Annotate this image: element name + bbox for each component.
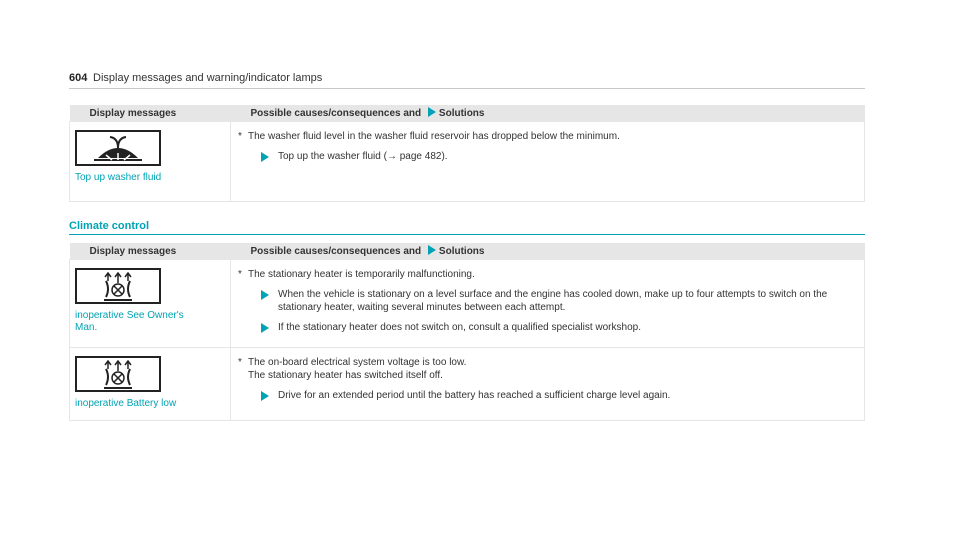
col-header-causes	[231, 105, 865, 122]
display-messages-table-2	[69, 243, 865, 421]
solution-item: When the vehicle is stationary on a level surface and the engine has cooled down, make up to four attempts to switch on the stationary heater, waiting several minutes between each attempt.	[261, 288, 864, 314]
solution-arrow-icon	[261, 290, 269, 300]
cause-text: * The washer fluid level in the washer fluid reservoir has dropped below the minimum.	[238, 131, 620, 142]
col-header-causes	[231, 243, 865, 260]
message-cell	[70, 122, 231, 202]
message-label: inoperative See Owner's Man.	[75, 310, 184, 333]
table-row	[70, 122, 865, 202]
solution-arrow-icon	[261, 323, 269, 333]
cause-text: * The on-board electrical system voltage is too low. The stationary heater has switched itself off.	[238, 357, 467, 381]
solution-arrow-icon	[261, 152, 269, 162]
message-label: Top up washer fluid	[75, 172, 162, 183]
causes-cell	[231, 348, 865, 421]
play-arrow-icon	[428, 107, 436, 117]
message-label: inoperative Battery low	[75, 398, 177, 409]
table-header-row	[70, 105, 865, 122]
play-arrow-icon	[428, 245, 436, 255]
solution-arrow-icon	[261, 391, 269, 401]
stationary-heater-icon	[75, 356, 161, 392]
page-number: 604	[69, 72, 88, 84]
col-header-display-messages: Display messages	[70, 243, 231, 260]
page-header	[69, 72, 865, 89]
section-title: Climate control	[69, 220, 865, 235]
col-header-causes-prefix: Possible causes/consequences and	[250, 246, 422, 257]
display-messages-table-1	[69, 105, 865, 202]
message-cell	[70, 348, 231, 421]
stationary-heater-icon	[75, 268, 161, 304]
col-header-display-messages: Display messages	[70, 105, 231, 122]
cause-text: * The stationary heater is temporarily malfunctioning.	[238, 269, 475, 280]
message-cell	[70, 260, 231, 348]
causes-cell	[231, 260, 865, 348]
solution-item: Top up the washer fluid (→ page 482).	[261, 150, 864, 163]
table-row	[70, 260, 865, 348]
page-title: Display messages and warning/indicator lamps	[93, 72, 323, 84]
col-header-solutions: Solutions	[438, 108, 485, 119]
col-header-causes-prefix: Possible causes/consequences and	[250, 108, 422, 119]
washer-fluid-icon	[75, 130, 161, 166]
table-row	[70, 348, 865, 421]
solution-item: If the stationary heater does not switch on, consult a qualified specialist workshop.	[261, 321, 864, 334]
table-header-row	[70, 243, 865, 260]
solution-item: Drive for an extended period until the battery has reached a sufficient charge level again.	[261, 389, 864, 402]
col-header-solutions: Solutions	[438, 246, 485, 257]
causes-cell	[231, 122, 865, 202]
